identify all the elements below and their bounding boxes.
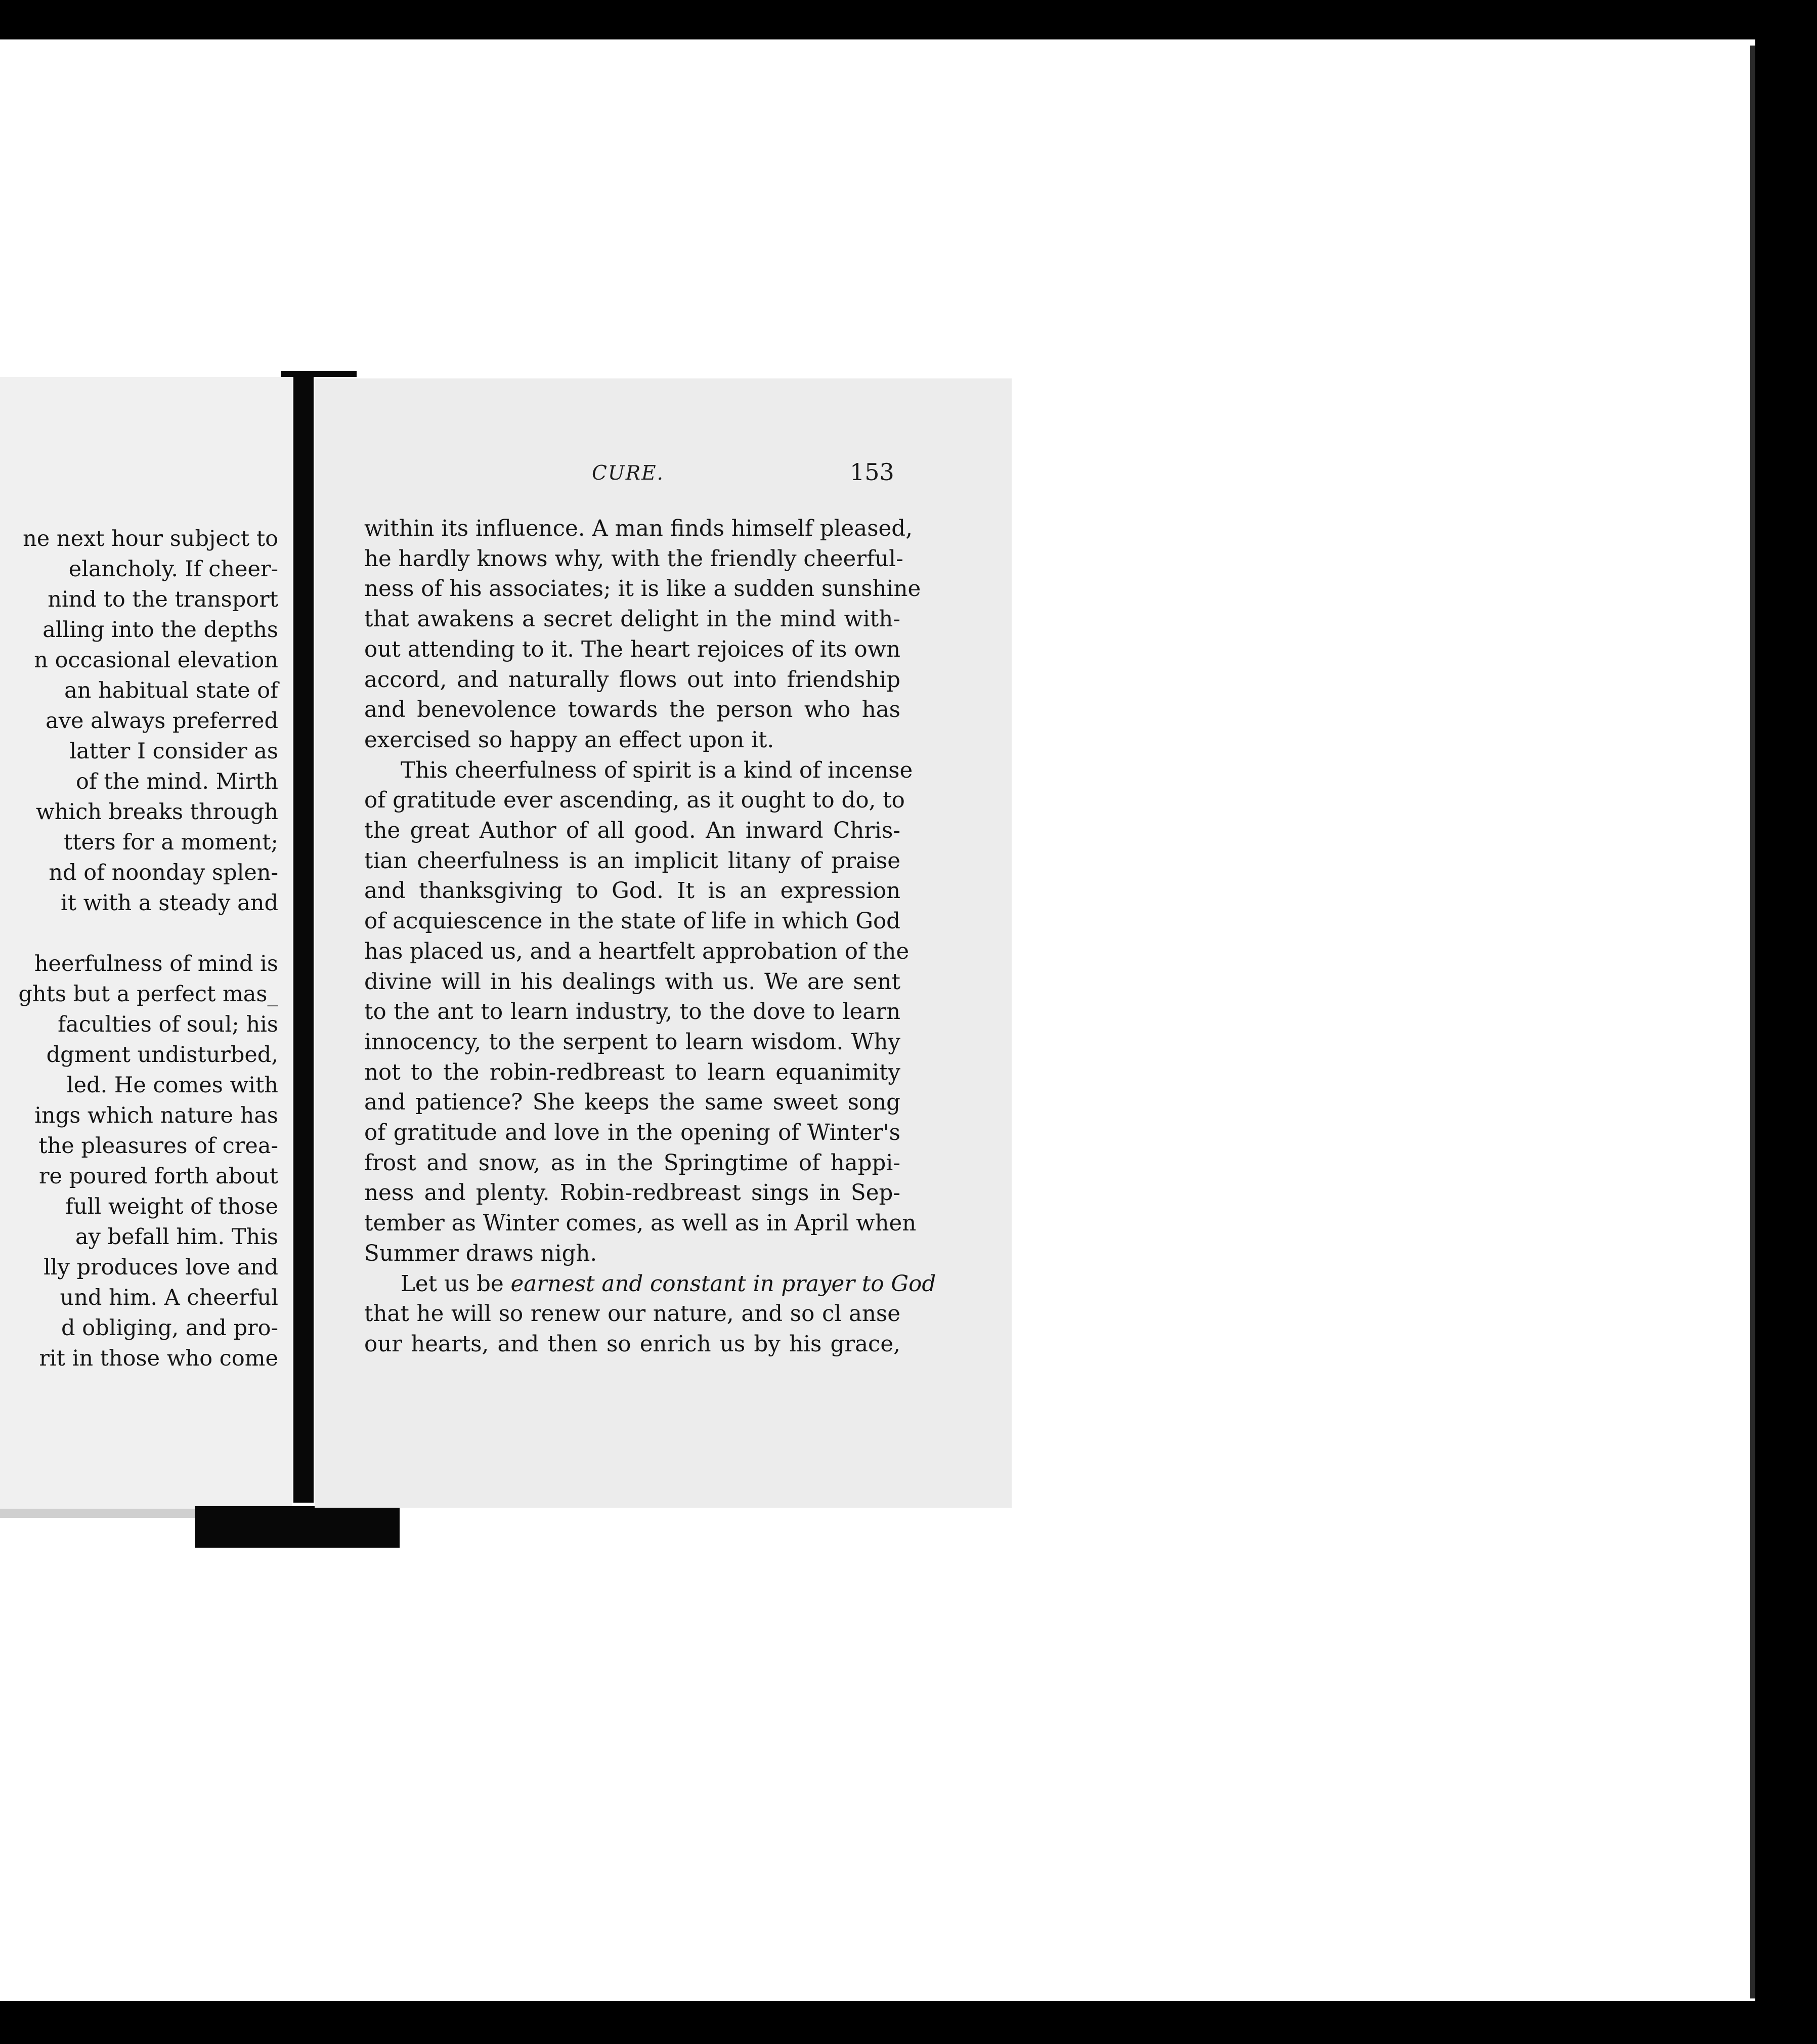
text-line: and benevolence towards the person who has: [364, 697, 900, 723]
left-text-line: ne next hour subject to: [23, 526, 278, 551]
left-text-line: latter I consider as: [69, 739, 278, 764]
text-line: to the ant to learn industry, to the dove to learn: [364, 999, 900, 1025]
binding-top: [281, 371, 357, 377]
running-head: CURE.: [592, 462, 664, 485]
text-line: our hearts, and then so enrich us by his grace,: [364, 1331, 900, 1357]
left-text-line: re poured forth about: [39, 1164, 278, 1189]
left-text-line: d obliging, and pro-: [61, 1315, 278, 1341]
text-line: and thanksgiving to God. It is an expression: [364, 878, 900, 904]
text-line: that awakens a secret delight in the mind with-: [364, 607, 900, 632]
text-line: frost and snow, as in the Springtime of happi-: [364, 1150, 900, 1176]
text-line: ness and plenty. Robin-redbreast sings in Sep-: [364, 1180, 900, 1206]
left-text-line: faculties of soul; his: [58, 1012, 278, 1037]
text-line: has placed us, and a heartfelt approbation of the: [364, 939, 910, 964]
paragraph: [364, 514, 921, 756]
scan-frame-right: [1755, 39, 1817, 2044]
left-text-line: the pleasures of crea-: [38, 1133, 278, 1159]
paragraph: [364, 756, 917, 1269]
text-line: divine will in his dealings with us. We are sent: [364, 969, 900, 995]
text-line: accord, and naturally flows out into friendship: [364, 667, 900, 693]
text-line: of acquiescence in the state of life in which God: [364, 909, 900, 934]
left-text-line: nd of noonday splen-: [49, 860, 278, 885]
text-line: tian cheerfulness is an implicit litany of praise: [364, 848, 900, 874]
text-line: within its influence. A man finds himself pleased,: [364, 516, 913, 541]
scan-frame-bottom: [0, 2001, 1817, 2044]
text-line: and patience? She keeps the same sweet song: [364, 1090, 900, 1116]
book-spine: [293, 374, 314, 1503]
left-text-line: n occasional elevation: [34, 648, 278, 673]
left-text-line: of the mind. Mirth: [76, 769, 278, 794]
left-text-line: tters for a moment;: [64, 830, 278, 855]
text-line: he hardly knows why, with the friendly cheerful-: [364, 546, 903, 572]
left-text-line: und him. A cheerful: [60, 1285, 278, 1310]
left-text-line: alling into the depths: [42, 617, 278, 643]
left-text-line: led. He comes with: [66, 1073, 278, 1098]
text-line: ness of his associates; it is like a sudden sunshine: [364, 576, 921, 602]
binding-foot: [195, 1506, 400, 1548]
left-text-line: [0, 918, 278, 949]
text-line: innocency, to the serpent to learn wisdom. Why: [364, 1029, 900, 1055]
left-text-line: which breaks through: [36, 799, 278, 825]
right-page: [315, 378, 1012, 1508]
text-line: that he will so renew our nature, and so cl anse: [364, 1301, 900, 1327]
text-line: Summer draws nigh.: [364, 1241, 597, 1266]
text-line: exercised so happy an effect upon it.: [364, 727, 774, 753]
text-line: not to the robin-redbreast to learn equanimity: [364, 1059, 900, 1085]
left-page-text: [0, 524, 278, 1374]
text-line: out attending to it. The heart rejoices of its own: [364, 636, 900, 662]
left-page: [0, 377, 292, 1518]
page-number: 153: [850, 458, 894, 486]
italic-run: earnest and constant in prayer to God: [510, 1271, 936, 1297]
paragraph: [364, 1269, 936, 1360]
text-line: tember as Winter comes, as well as in April when: [364, 1211, 917, 1237]
scan-frame-top: [0, 0, 1817, 39]
left-text-line: an habitual state of: [64, 678, 278, 703]
left-text-line: ay befall him. This: [75, 1224, 278, 1250]
left-text-line: elancholy. If cheer-: [68, 557, 278, 582]
page-body: [364, 514, 936, 1360]
text-line: [364, 1269, 936, 1300]
left-text-line: rit in those who come: [39, 1346, 278, 1371]
text-line: This cheerfulness of spirit is a kind of incense: [401, 757, 913, 783]
left-text-line: heerfulness of mind is: [34, 951, 278, 976]
text-line: the great Author of all good. An inward Chris-: [364, 818, 900, 844]
left-text-line: dgment undisturbed,: [46, 1042, 278, 1068]
text-line: of gratitude and love in the opening of Winter's: [364, 1120, 900, 1146]
left-text-line: it with a steady and: [61, 890, 278, 916]
text-run: Let us be: [401, 1271, 511, 1297]
left-text-line: lly produces love and: [44, 1255, 278, 1280]
left-text-line: nind to the transport: [48, 587, 278, 612]
left-text-line: ave always preferred: [46, 708, 278, 734]
left-text-line: ings which nature has: [34, 1103, 278, 1128]
left-text-line: ghts but a perfect mas_: [18, 982, 278, 1007]
left-text-line: full weight of those: [65, 1194, 278, 1219]
text-line: of gratitude ever ascending, as it ought to do, to: [364, 788, 905, 814]
